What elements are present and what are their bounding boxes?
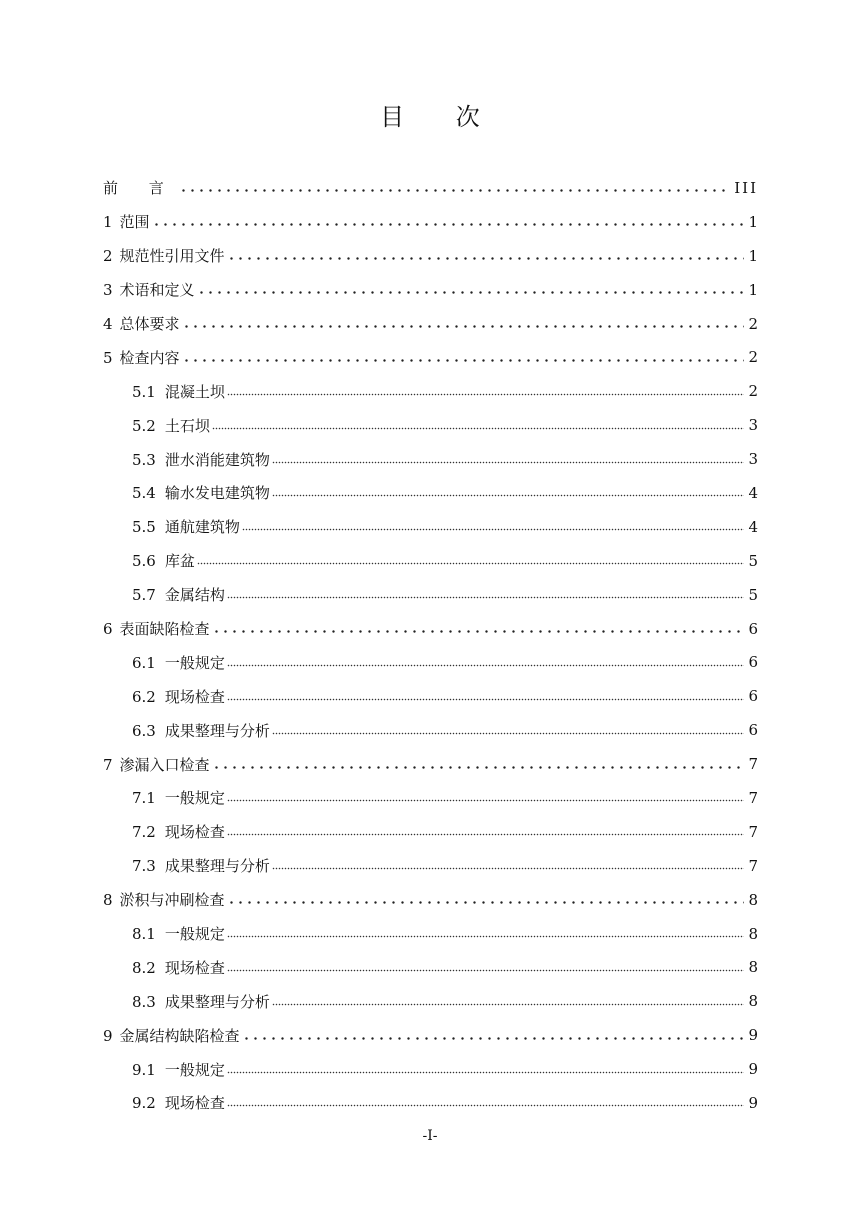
toc-entry-number: 2 [103, 247, 113, 266]
toc-entry-label: 范围 [119, 213, 150, 232]
toc-entry-title [103, 889, 225, 910]
toc-page-number: 7 [748, 755, 758, 774]
table-of-contents [103, 171, 758, 1120]
dot-leader [227, 963, 745, 978]
toc-subsection-entry[interactable] [103, 815, 758, 849]
dot-leader [212, 624, 745, 639]
toc-entry-label: 前 言 [103, 179, 177, 198]
toc-page-number: 8 [748, 958, 758, 977]
toc-subsection-entry[interactable] [103, 578, 758, 612]
dot-leader [227, 251, 745, 266]
toc-entry-title [132, 381, 225, 402]
toc-page-number: 2 [748, 314, 758, 333]
toc-subsection-entry[interactable] [103, 476, 758, 510]
toc-entry-title [132, 1059, 225, 1080]
toc-entry-label: 土石坝 [164, 416, 210, 435]
toc-entry-title [103, 754, 210, 775]
dot-leader [227, 387, 745, 402]
toc-entry-label: 渗漏入口检查 [119, 755, 210, 774]
toc-entry-label: 现场检查 [164, 823, 225, 842]
toc-section-entry[interactable] [103, 747, 758, 781]
toc-entry-title [103, 1025, 240, 1046]
toc-subsection-entry[interactable] [103, 679, 758, 713]
toc-page-number: 6 [748, 687, 758, 706]
toc-entry-title [132, 1092, 225, 1113]
toc-entry-title [132, 415, 210, 436]
toc-entry-title [132, 652, 225, 673]
dot-leader [272, 488, 745, 503]
toc-section-entry[interactable] [103, 883, 758, 917]
toc-page-number: 8 [748, 890, 758, 909]
toc-entry-number: 7.2 [132, 823, 156, 842]
toc-page-number: 6 [748, 653, 758, 672]
toc-entry-title [103, 313, 180, 334]
dot-leader [227, 793, 745, 808]
toc-subsection-entry[interactable] [103, 374, 758, 408]
toc-entry-number: 5 [103, 348, 113, 367]
toc-entry-number: 5.5 [132, 518, 156, 537]
toc-entry-title [132, 991, 270, 1012]
toc-section-entry[interactable] [103, 340, 758, 374]
toc-entry-label: 成果整理与分析 [164, 992, 270, 1011]
toc-page-number: III [734, 178, 758, 197]
dot-leader [227, 590, 745, 605]
toc-entry-number: 5.7 [132, 586, 156, 605]
toc-page-number: 9 [748, 1060, 758, 1079]
toc-subsection-entry[interactable] [103, 950, 758, 984]
toc-page-number: 7 [748, 788, 758, 807]
dot-leader [197, 285, 745, 300]
toc-section-entry[interactable] [103, 239, 758, 273]
toc-entry-label: 混凝土坝 [164, 382, 225, 401]
toc-subsection-entry[interactable] [103, 713, 758, 747]
toc-page-number: 1 [748, 246, 758, 265]
dot-leader [179, 183, 730, 198]
toc-entry-label: 通航建筑物 [164, 518, 240, 537]
toc-entry-label: 规范性引用文件 [119, 247, 225, 266]
dot-leader [242, 522, 745, 537]
toc-page-number: 2 [748, 348, 758, 367]
dot-leader [272, 455, 745, 470]
toc-entry-number: 4 [103, 315, 113, 333]
dot-leader [272, 726, 745, 741]
toc-page-number: 6 [748, 721, 758, 740]
toc-entry-number: 9 [103, 1026, 113, 1045]
toc-entry-title [132, 449, 270, 470]
toc-entry-label: 成果整理与分析 [164, 857, 270, 876]
toc-page-number: 5 [748, 551, 758, 570]
toc-entry-number: 8.3 [132, 992, 156, 1011]
toc-entry-title [132, 787, 225, 808]
toc-entry-title [132, 482, 270, 503]
toc-entry-number: 9.2 [132, 1094, 156, 1113]
toc-entry-number: 7 [103, 755, 113, 774]
toc-page-number: 4 [748, 517, 758, 536]
toc-entry-title [103, 245, 225, 266]
toc-entry-title [103, 279, 195, 300]
toc-page-number: 6 [748, 619, 758, 638]
toc-entry-label: 金属结构 [164, 586, 225, 605]
dot-leader [227, 1065, 745, 1080]
toc-entry-title [103, 177, 177, 198]
dot-leader [242, 1031, 745, 1046]
toc-section-entry[interactable] [103, 171, 758, 205]
toc-page-number: 1 [748, 212, 758, 231]
toc-section-entry[interactable] [103, 273, 758, 307]
toc-entry-number: 3 [103, 281, 113, 300]
toc-entry-label: 泄水消能建筑物 [164, 450, 270, 469]
toc-entry-title [132, 686, 225, 707]
dot-leader [212, 421, 745, 436]
toc-section-entry[interactable] [103, 1018, 758, 1052]
toc-entry-number: 1 [103, 213, 113, 232]
toc-subsection-entry[interactable] [103, 781, 758, 815]
toc-entry-label: 输水发电建筑物 [164, 484, 270, 503]
toc-section-entry[interactable] [103, 205, 758, 239]
toc-entry-label: 库盆 [164, 552, 195, 571]
toc-entry-label: 一般规定 [164, 653, 225, 672]
toc-entry-number: 6.2 [132, 687, 156, 706]
toc-entry-number: 5.3 [132, 450, 156, 469]
dot-leader [212, 760, 745, 775]
toc-entry-label: 现场检查 [164, 687, 225, 706]
dot-leader [227, 895, 745, 910]
toc-subsection-entry[interactable] [103, 645, 758, 679]
dot-leader [152, 217, 745, 232]
toc-subsection-entry[interactable] [103, 510, 758, 544]
dot-leader [182, 319, 745, 334]
toc-entry-title [132, 957, 225, 978]
page-number-footer: -I- [422, 1128, 438, 1144]
toc-entry-number: 6.3 [132, 721, 156, 740]
toc-section-entry[interactable] [103, 307, 758, 341]
toc-entry-label: 一般规定 [164, 789, 225, 808]
toc-page-number: 7 [748, 822, 758, 841]
toc-entry-title [132, 821, 225, 842]
toc-entry-label: 一般规定 [164, 1060, 225, 1079]
toc-page-number: 9 [748, 1026, 758, 1045]
toc-page-number: 2 [748, 382, 758, 401]
toc-entry-label: 金属结构缺陷检查 [119, 1026, 240, 1045]
toc-entry-number: 5.4 [132, 484, 156, 503]
page-title: 目 次 [380, 103, 502, 131]
toc-entry-number: 8.2 [132, 958, 156, 977]
toc-entry-title [103, 347, 180, 368]
toc-subsection-entry[interactable] [103, 984, 758, 1018]
toc-entry-label: 总体要求 [119, 315, 180, 333]
dot-leader [272, 997, 745, 1012]
toc-entry-label: 现场检查 [164, 958, 225, 977]
toc-page-number: 9 [748, 1093, 758, 1112]
toc-page-number: 7 [748, 856, 758, 875]
toc-entry-number: 7.3 [132, 857, 156, 876]
toc-entry-number: 5.6 [132, 552, 156, 571]
dot-leader [227, 929, 745, 944]
dot-leader [272, 861, 745, 876]
toc-subsection-entry[interactable] [103, 408, 758, 442]
dot-leader [227, 692, 745, 707]
toc-entry-label: 一般规定 [164, 925, 225, 944]
toc-page-number: 8 [748, 992, 758, 1011]
toc-subsection-entry[interactable] [103, 917, 758, 951]
toc-entry-number: 8.1 [132, 925, 156, 944]
toc-page-number: 3 [748, 416, 758, 435]
dot-leader [227, 1098, 745, 1113]
toc-entry-number: 9.1 [132, 1060, 156, 1079]
toc-entry-number: 8 [103, 891, 113, 910]
toc-entry-title [132, 720, 270, 741]
toc-entry-title [103, 618, 210, 639]
toc-subsection-entry[interactable] [103, 442, 758, 476]
toc-page-number: 5 [748, 585, 758, 604]
toc-section-entry[interactable] [103, 612, 758, 646]
toc-entry-number: 6 [103, 620, 113, 639]
toc-page-number: 3 [748, 450, 758, 469]
toc-entry-title [132, 855, 270, 876]
toc-entry-number: 5.2 [132, 416, 156, 435]
dot-leader [227, 658, 745, 673]
toc-entry-title [132, 550, 195, 571]
toc-entry-title [132, 923, 225, 944]
toc-entry-label: 现场检查 [164, 1094, 225, 1113]
toc-subsection-entry[interactable] [103, 1086, 758, 1120]
toc-entry-number: 5.1 [132, 382, 156, 401]
toc-entry-title [103, 211, 150, 232]
dot-leader [182, 353, 745, 368]
toc-entry-number: 6.1 [132, 653, 156, 672]
toc-page-number: 4 [748, 483, 758, 502]
toc-subsection-entry[interactable] [103, 849, 758, 883]
dot-leader [197, 556, 745, 571]
toc-entry-label: 术语和定义 [119, 281, 195, 300]
toc-entry-title [132, 584, 225, 605]
toc-entry-label: 成果整理与分析 [164, 721, 270, 740]
dot-leader [227, 827, 745, 842]
toc-entry-label: 检查内容 [119, 348, 180, 367]
toc-entry-label: 淤积与冲刷检查 [119, 891, 225, 910]
toc-subsection-entry[interactable] [103, 1052, 758, 1086]
toc-page-number: 1 [748, 280, 758, 299]
toc-entry-label: 表面缺陷检查 [119, 620, 210, 639]
toc-entry-title [132, 516, 240, 537]
toc-subsection-entry[interactable] [103, 544, 758, 578]
toc-entry-number: 7.1 [132, 789, 156, 808]
toc-page-number: 8 [748, 924, 758, 943]
